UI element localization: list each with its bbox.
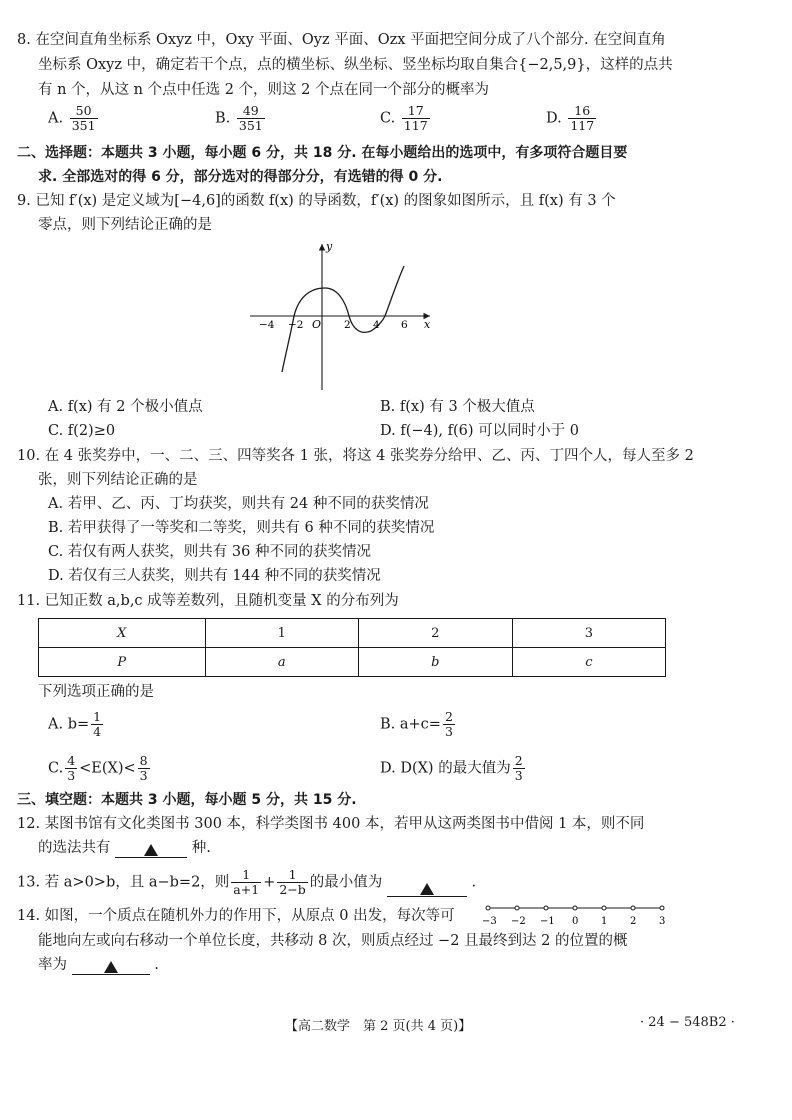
table-row <box>39 648 666 677</box>
q12-line2: 的选法共有 种. <box>38 840 211 856</box>
table-cell: X <box>39 619 206 648</box>
q14-answer-blank[interactable] <box>72 958 150 975</box>
q14-line1: 14. 如图，一个质点在随机外力的作用下，从原点 0 出发，每次等可 <box>17 908 455 924</box>
q12-line1: 12. 某图书馆有文化类图书 300 本，科学类图书 400 本，若甲从这两类图书中借阅 1 本，则不同 <box>17 816 645 832</box>
q11-distribution-table <box>38 618 666 677</box>
q11-option-b[interactable]: B. a+c= $\frac{2}{3}$ <box>380 709 453 739</box>
number-line-point <box>544 906 548 910</box>
q9-option-c[interactable]: C. f(2)≥0 <box>48 423 116 439</box>
number-line-point <box>631 906 635 910</box>
number-line-point <box>573 906 577 910</box>
origin-label: O <box>312 318 322 331</box>
q8-option-b[interactable]: B. $\frac{49}{351}$ <box>215 103 263 133</box>
q10-option-b[interactable]: B. 若甲获得了一等奖和二等奖，则共有 6 种不同的获奖情况 <box>48 520 435 536</box>
number-line-label: 3 <box>659 916 666 927</box>
x-axis-label: x <box>424 318 431 331</box>
q11-line1: 11. 已知正数 a,b,c 成等差数列，且随机变量 X 的分布列为 <box>17 593 399 609</box>
q9-line2: 零点，则下列结论正确的是 <box>38 217 212 233</box>
table-row <box>39 619 666 648</box>
q13-answer-blank[interactable] <box>387 880 467 897</box>
section2-heading-line1: 二、选择题：本题共 3 小题，每小题 6 分，共 18 分. 在每小题给出的选项中，有多项符合题目要 <box>17 145 628 161</box>
x-tick-neg2: −2 <box>288 319 304 331</box>
q11-prompt: 下列选项正确的是 <box>38 684 154 700</box>
q10-option-d[interactable]: D. 若仅有三人获奖，则共有 144 种不同的获奖情况 <box>48 568 381 584</box>
q11-option-d[interactable]: D. D(X) 的最大值为 $\frac{2}{3}$ <box>380 753 523 783</box>
number-line-point <box>515 906 519 910</box>
number-line-point <box>660 906 664 910</box>
triangle-icon <box>104 961 118 973</box>
q10-line1: 10. 在 4 张奖券中，一、二、三、四等奖各 1 张，将这 4 张奖券分给甲、乙、丙、丁四个人，每人至多 2 <box>17 448 694 464</box>
q9-option-a[interactable]: A. f(x) 有 2 个极小值点 <box>48 399 203 415</box>
q14-line3: 率为 . <box>38 957 159 973</box>
q12-answer-blank[interactable] <box>115 841 187 858</box>
y-axis-label: y <box>326 240 333 253</box>
q8-line2: 坐标系 Oxyz 中，确定若干个点，点的横坐标、纵坐标、竖坐标均取自集合{−2,5,9}，这样的点共 <box>38 57 673 73</box>
table-cell: 3 <box>512 619 665 648</box>
table-cell: 1 <box>205 619 358 648</box>
table-cell: P <box>39 648 206 677</box>
q13-line: 13. 若 a>0>b，且 a−b=2，则 $\frac{1}{a+1}$ + $\frac{1}{2-b}$ 的最小值为 . <box>17 867 477 897</box>
section2-heading-line2: 求. 全部选对的得 6 分，部分选对的得部分分，有选错的得 0 分. <box>38 169 443 185</box>
triangle-icon <box>420 883 434 895</box>
table-cell: a <box>205 648 358 677</box>
x-tick-neg4: −4 <box>259 319 275 331</box>
section3-heading: 三、填空题：本题共 3 小题，每小题 5 分，共 15 分. <box>17 792 357 808</box>
q9-option-d[interactable]: D. f(−4), f(6) 可以同时小于 0 <box>380 423 579 439</box>
number-line-point <box>486 906 490 910</box>
q9-derivative-graph <box>245 238 445 398</box>
number-line-label: −3 <box>482 916 497 927</box>
page-footer-code: · 24 − 548B2 · <box>640 1015 735 1030</box>
q8-line3: 有 n 个，从这 n 个点中任选 2 个，则这 2 个点在同一个部分的概率为 <box>38 82 489 98</box>
q14-number-line <box>478 900 673 930</box>
q11-option-c[interactable]: C. $\frac{4}{3}$ <E(X)< $\frac{8}{3}$ <box>48 753 148 783</box>
number-line-label: −1 <box>540 916 555 927</box>
q8-line1: 8. 在空间直角坐标系 Oxyz 中，Oxy 平面、Oyz 平面、Ozx 平面把空间分成了八个部分. 在空间直角 <box>17 32 666 48</box>
number-line-label: −2 <box>511 916 526 927</box>
x-tick-4: 4 <box>373 319 380 331</box>
q14-line2: 能地向左或向右移动一个单位长度，共移动 8 次，则质点经过 −2 且最终到达 2 的位置的概 <box>38 933 628 949</box>
q10-option-a[interactable]: A. 若甲、乙、丙、丁均获奖，则共有 24 种不同的获奖情况 <box>48 496 429 512</box>
q8-option-d[interactable]: D. $\frac{16}{117}$ <box>546 103 595 133</box>
x-tick-2: 2 <box>344 319 351 331</box>
q9-option-b[interactable]: B. f(x) 有 3 个极大值点 <box>380 399 535 415</box>
table-cell: 2 <box>358 619 512 648</box>
q8-option-a[interactable]: A. $\frac{50}{351}$ <box>48 103 96 133</box>
q8-option-c[interactable]: C. $\frac{17}{117}$ <box>380 103 428 133</box>
triangle-icon <box>144 844 158 856</box>
q9-line1: 9. 已知 f′(x) 是定义域为[−4,6]的函数 f(x) 的导函数，f′(x) 的图象如图所示，且 f(x) 有 3 个 <box>17 193 616 209</box>
q10-option-c[interactable]: C. 若仅有两人获奖，则共有 36 种不同的获奖情况 <box>48 544 371 560</box>
x-tick-6: 6 <box>401 319 408 331</box>
number-line-label: 1 <box>601 916 608 927</box>
number-line-label: 0 <box>572 916 579 927</box>
q10-line2: 张，则下列结论正确的是 <box>38 472 198 488</box>
q11-option-a[interactable]: A. b= $\frac{1}{4}$ <box>48 709 102 739</box>
number-line-label: 2 <box>630 916 637 927</box>
page-footer-center: 【高二数学 第 2 页(共 4 页)】 <box>285 1019 472 1034</box>
table-cell: b <box>358 648 512 677</box>
number-line-point <box>602 906 606 910</box>
table-cell: c <box>512 648 665 677</box>
